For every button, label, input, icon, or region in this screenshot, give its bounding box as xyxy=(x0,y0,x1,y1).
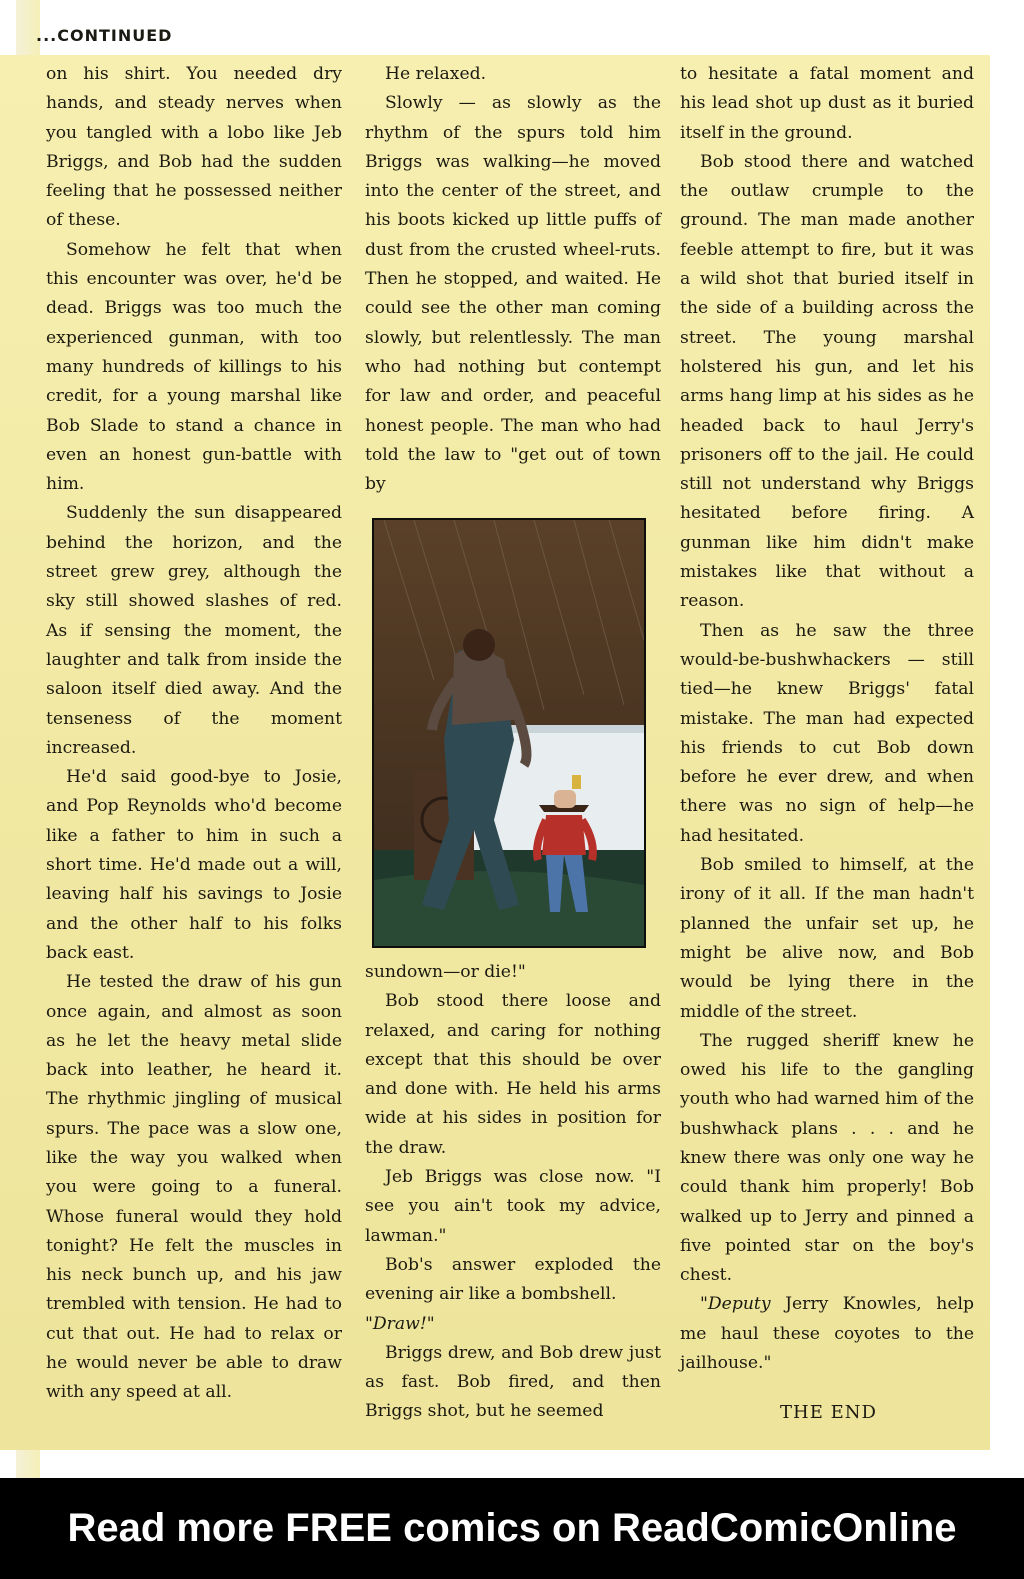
paragraph: on his shirt. You needed dry hands, and steady nerves when you tangled with a lobo like Jeb Briggs, and Bob had the sudden feeling that he possessed neither of these. xyxy=(46,64,342,231)
paragraph: sundown—or die!" xyxy=(365,962,526,982)
paragraph: Slowly — as slowly as the rhythm of the spurs told him Briggs was walking—he moved into the center of the street, and his boots kicked up little puffs of dust from the crusted wheel-ruts. Then he stopped, and waited. He could see the other man coming slowly, but relentlessly. The man who had nothing but contempt for law and order, and peaceful honest people. The man who had told the law to "get out of town by xyxy=(365,93,661,495)
paragraph: Bob stood there loose and relaxed, and caring for nothing except that this should be over and done with. He held his arms wide at his sides in position for the draw. xyxy=(365,991,661,1158)
paragraph: He'd said good-bye to Josie, and Pop Reynolds who'd become like a father to him in such a short time. He'd made out a will, leaving half his savings to Josie and the other half to his folks back east. xyxy=(46,767,342,963)
paragraph: He tested the draw of his gun once again, and almost as soon as he let the heavy metal slide back into leather, he heard it. The rhythmic jingling of musical spurs. The pace was a slow one, like the way you walked when you were going to a funeral. Whose funeral would they hold tonight? He felt the muscles in his neck bunch up, and his jaw trembled with tension. He had to cut that out. He had to relax or he would never be able to draw with any speed at all. xyxy=(46,972,342,1403)
paragraph xyxy=(680,1290,974,1378)
shout-draw: "Draw!" xyxy=(365,1313,435,1334)
paragraph xyxy=(365,1310,661,1339)
paragraph: Then as he saw the three would-be-bushwhackers — still tied—he knew Briggs' fatal mistake. The man had expected his friends to cut Bob down before he ever drew, and when there was no sign of help—he had hesitated. xyxy=(680,620,974,846)
text-column-3 xyxy=(680,60,974,1378)
final-line: Jerry Knowles, help me haul these coyotes to the jailhouse." xyxy=(680,1294,974,1374)
text-column-2-bottom xyxy=(365,958,661,1427)
paragraph: Jeb Briggs was close now. "I see you ain't took my advice, lawman." xyxy=(365,1167,661,1246)
paragraph: He relaxed. xyxy=(385,64,487,84)
paragraph: Bob's answer exploded the evening air like a bombshell. xyxy=(365,1254,661,1305)
the-end: THE END xyxy=(780,1402,877,1423)
paragraph: to hesitate a fatal moment and his lead shot up dust as it buried itself in the ground. xyxy=(680,64,974,143)
text-column-2-top xyxy=(365,60,661,499)
paragraph: Somehow he felt that when this encounter was over, he'd be dead. Briggs was too much the experienced gunman, with too many hundreds of killings to his credit, for a young marshal like Bob Slade to stand a chance in even an honest gun-battle with him. xyxy=(46,239,342,495)
footer-banner[interactable]: Read more FREE comics on ReadComicOnline xyxy=(0,1478,1024,1579)
gunfight-illustration xyxy=(374,520,644,946)
continued-header: ...CONTINUED xyxy=(36,26,173,45)
deputy-emphasis: "Deputy xyxy=(700,1294,771,1315)
paragraph: Bob smiled to himself, at the irony of it all. If the man hadn't planned the unfair set up, he might be alive now, and Bob would be lying there in the middle of the street. xyxy=(680,855,974,1022)
illustration-panel xyxy=(372,518,646,948)
paragraph: Briggs drew, and Bob drew just as fast. Bob fired, and then Briggs shot, but he seemed xyxy=(365,1342,661,1422)
paragraph: Suddenly the sun disappeared behind the horizon, and the street grew grey, although the sky still showed slashes of red. As if sensing the moment, the laughter and talk from inside the saloon itself died away. And the tenseness of the moment increased. xyxy=(46,503,342,758)
text-column-1 xyxy=(46,60,342,1408)
paragraph: The rugged sheriff knew he owed his life to the gangling youth who had warned him of the bushwhack plans . . . and he knew there was only one way he could thank him properly! Bob walked up to Jerry and pinned a five pointed star on the boy's chest. xyxy=(680,1030,974,1286)
paragraph: Bob stood there and watched the outlaw crumple to the ground. The man made another feeble attempt to fire, but it was a wild shot that buried itself in the side of a building across the street. The young marshal holstered his gun, and let his arms hang limp at his sides as he headed back to haul Jerry's prisoners off to the jail. He could still not understand why Briggs hesitated before firing. A gunman like him didn't make mistakes like that without a reason. xyxy=(680,151,974,612)
